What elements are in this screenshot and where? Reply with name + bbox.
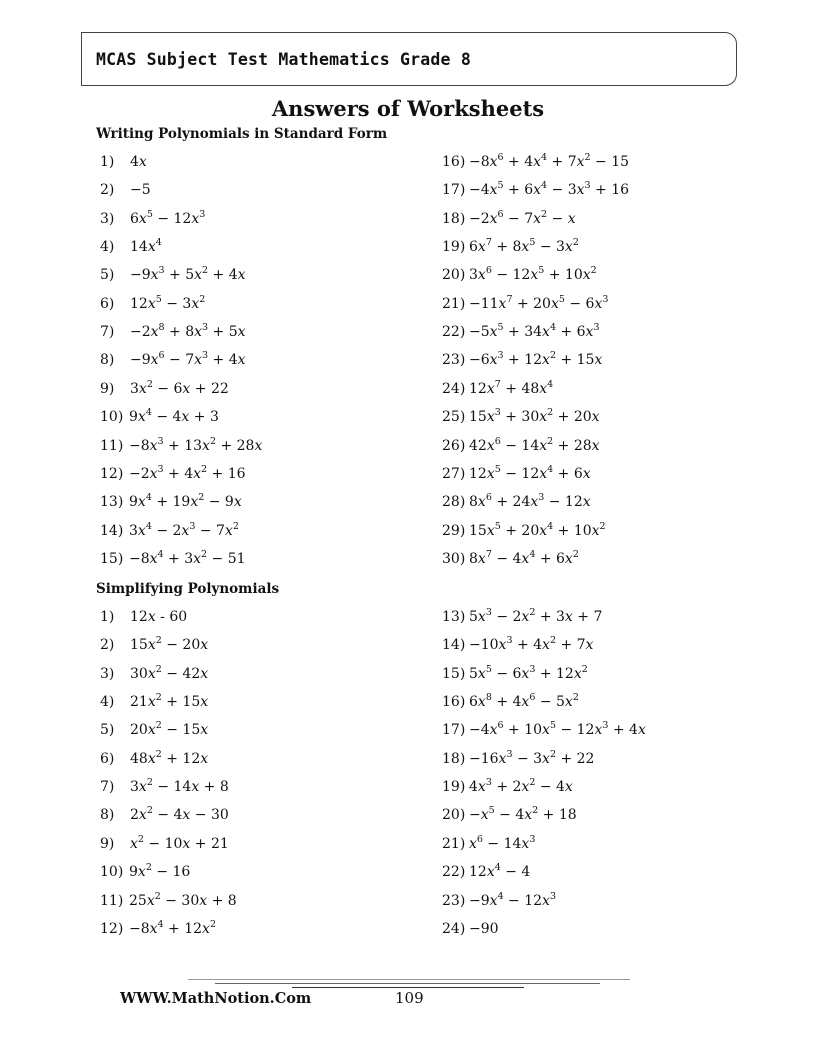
answer-number: 25) [442,409,466,426]
answer-number: 23) [442,892,466,909]
answer-item [100,493,242,511]
answer-expression: $9x^2 - 16$ [129,862,191,881]
answer-expression: $12x^4 - 4$ [469,862,531,881]
answer-expression: $x^6 - 14x^3$ [469,833,536,852]
answer-number: 23) [442,352,466,369]
answer-number: 16) [442,694,466,711]
answer-item [100,693,208,711]
answer-number: 7) [100,324,115,341]
answer-expression: $48x^2 + 12x$ [130,748,209,767]
answer-item [442,437,600,455]
answer-expression: $2x^2 - 4x - 30$ [130,805,229,824]
answer-item [100,550,246,568]
answer-expression: $6x^8 + 4x^6 - 5x^2$ [469,692,579,711]
answer-number: 7) [100,779,115,796]
answer-number: 27) [442,465,466,482]
answer-item [100,835,229,853]
answer-item [100,380,229,398]
answer-number: 13) [100,494,124,511]
answer-number: 6) [100,295,115,312]
answer-item [442,266,597,284]
answer-item [442,665,588,683]
answer-expression: $12x^7 + 48x^4$ [469,378,554,397]
footer-website: WWW.MathNotion.Com [120,990,312,1007]
answer-expression: $-8x^6 + 4x^4 + 7x^2 - 15$ [469,152,630,170]
answer-number: 22) [442,324,466,341]
answer-expression: $6x^7 + 8x^5 - 3x^2$ [469,237,579,256]
answer-number: 21) [442,295,466,312]
answer-number: 24) [442,920,466,937]
answer-item [442,920,499,938]
answer-number: 10) [100,409,124,426]
section-heading-simplifying: Simplifying Polynomials [96,581,280,597]
answer-item [100,210,205,228]
answer-item [442,493,591,511]
answer-expression: $12x^5 - 12x^4 + 6x$ [469,463,591,482]
answer-expression: $-10x^3 + 4x^2 + 7x$ [469,635,594,654]
answer-number: 4) [100,694,115,711]
answer-number: 18) [442,750,466,767]
answer-number: 5) [100,722,115,739]
answer-expression: $-2x^6 - 7x^2 - x$ [469,208,576,227]
answer-number: 3) [100,210,115,227]
answer-number: 3) [100,665,115,682]
answer-expression: $15x^2 - 20x$ [130,635,209,654]
answer-expression: $3x^2 - 6x + 22$ [130,378,229,397]
answer-number: 10) [100,864,124,881]
answer-expression: $-x^5 - 4x^2 + 18$ [469,805,577,824]
answer-number: 28) [442,494,466,511]
answer-number: 8) [100,807,115,824]
answer-number: 26) [442,437,466,454]
answer-number: 19) [442,239,466,256]
answer-expression: $6x^5 - 12x^3$ [130,208,206,227]
answer-expression: $8x^6 + 24x^3 - 12x$ [469,492,591,511]
answer-expression: $-6x^3 + 12x^2 + 15x$ [469,350,603,369]
answer-expression: $3x^6 - 12x^5 + 10x^2$ [469,265,597,284]
answer-item [442,863,530,881]
answer-item [442,408,600,426]
answer-expression: $x^2 - 10x + 21$ [130,833,229,852]
answer-expression: $14x^4$ [130,237,162,256]
answer-expression: $12x^5 - 3x^2$ [130,293,206,312]
answer-expression: 12x - 60 [130,609,188,625]
answer-number: 2) [100,637,115,654]
answer-item [100,522,239,540]
answer-expression: $9x^4 - 4x + 3$ [129,407,219,426]
answer-expression: $-8x^4 + 12x^2$ [129,918,216,937]
answer-number: 12) [100,920,124,937]
answer-item [442,892,556,910]
answer-expression: $15x^5 + 20x^4 + 10x^2$ [469,520,606,539]
answer-item [100,238,162,256]
answer-item [442,778,573,796]
answer-number: 6) [100,750,115,767]
answer-number: 5) [100,267,115,284]
answer-number: 2) [100,182,115,199]
section-heading-standard-form: Writing Polynomials in Standard Form [96,126,388,142]
answer-item [100,892,237,910]
answer-expression: $21x^2 + 15x$ [130,692,209,711]
answer-number: 16) [442,154,466,170]
answer-expression: $25x^2 - 30x + 8$ [129,890,237,909]
answer-number: 17) [442,722,466,739]
answer-number: 12) [100,465,124,482]
answer-item [100,181,151,199]
answer-expression: $9x^4 + 19x^2 - 9x$ [129,492,242,511]
answer-item [100,323,246,341]
answer-expression: $42x^6 - 14x^2 + 28x$ [469,435,600,454]
answer-expression: $-4x^5 + 6x^4 - 3x^3 + 16$ [469,180,630,199]
answer-expression: $-9x^4 - 12x^3$ [469,890,556,909]
answer-number: 14) [442,637,466,654]
answer-number: 9) [100,835,115,852]
answer-expression: $-16x^3 - 3x^2 + 22$ [469,748,595,767]
answer-expression: $-9x^3 + 5x^2 + 4x$ [130,265,246,284]
answer-expression: $3x^2 - 14x + 8$ [130,777,229,796]
answer-number: 19) [442,779,466,796]
answer-number: 20) [442,807,466,824]
answer-item [442,351,602,369]
answer-item [442,295,608,313]
answer-item [442,181,629,199]
answer-expression: $-2x^8 + 8x^3 + 5x$ [130,322,246,341]
answer-item [100,863,190,881]
answer-expression: $-4x^6 + 10x^5 - 12x^3 + 4x$ [469,720,646,739]
answer-number: 29) [442,522,466,539]
answer-item [442,721,646,739]
answer-number: 15) [100,550,124,567]
answer-item [100,806,229,824]
answer-expression: $-9x^6 - 7x^3 + 4x$ [130,350,246,369]
answer-item [442,153,629,171]
answer-item [442,550,579,568]
page-title: Answers of Worksheets [271,96,545,121]
footer-rule-top [188,979,630,980]
answer-item [442,835,535,853]
answer-number: 9) [100,380,115,397]
answer-expression: $-5x^5 + 34x^4 + 6x^3$ [469,322,600,341]
answer-number: 24) [442,380,466,397]
answer-expression: $4x^3 + 2x^2 - 4x$ [469,777,573,796]
answer-expression: $5x^3 - 2x^2 + 3x + 7$ [469,607,603,625]
answer-item [100,266,246,284]
answer-number: 4) [100,239,115,256]
answer-number: 11) [100,437,124,454]
answer-item [100,408,219,426]
answer-expression: $-2x^3 + 4x^2 + 16$ [129,463,246,482]
answer-number: 18) [442,210,466,227]
answer-number: 14) [100,522,124,539]
answer-item [100,778,229,796]
answer-expression: $30x^2 - 42x$ [130,663,209,682]
answer-item [100,636,208,654]
answer-item [442,608,602,626]
answer-expression: $5x^5 - 6x^3 + 12x^2$ [469,663,588,682]
answer-number: 1) [100,609,115,625]
answer-expression: $-11x^7 + 20x^5 - 6x^3$ [469,293,609,312]
answer-item [442,522,606,540]
answer-number: 15) [442,665,466,682]
answer-item [442,806,577,824]
answer-expression: $20x^2 - 15x$ [130,720,209,739]
answer-expression: −90 [469,920,499,937]
answer-item [100,153,147,171]
page-number: 109 [395,989,424,1007]
answer-item [442,238,579,256]
answer-item [442,636,593,654]
answer-item [442,210,576,228]
answer-item [100,750,208,768]
answer-expression: $-8x^4 + 3x^2 - 51$ [129,548,246,567]
answer-item [442,323,600,341]
answer-number: 22) [442,864,466,881]
answer-number: 17) [442,182,466,199]
answer-number: 8) [100,352,115,369]
footer-rule-mid [215,983,600,984]
answer-item [100,721,208,739]
footer-rule-bottom [292,987,524,988]
answer-item [442,465,591,483]
answer-number: 21) [442,835,466,852]
answer-item [100,920,216,938]
answer-item [442,750,594,768]
answer-item [100,351,246,369]
answer-number: 20) [442,267,466,284]
answer-item [100,608,187,626]
answer-item [100,295,205,313]
header-title: MCAS Subject Test Mathematics Grade 8 [96,50,471,69]
answer-expression: $-8x^3 + 13x^2 + 28x$ [129,435,263,454]
answer-item [100,437,262,455]
answer-expression: 4x [130,154,147,170]
answer-item [442,693,579,711]
answer-item [100,665,208,683]
answer-expression: $15x^3 + 30x^2 + 20x$ [469,407,600,426]
answer-item [442,380,553,398]
answer-item [100,465,246,483]
answer-number: 1) [100,154,115,170]
answer-expression: $8x^7 - 4x^4 + 6x^2$ [469,548,579,567]
answer-number: 13) [442,609,466,625]
answer-expression: $3x^4 - 2x^3 - 7x^2$ [129,520,239,539]
answer-number: 30) [442,550,466,567]
answer-expression: −5 [130,182,151,199]
answer-number: 11) [100,892,124,909]
